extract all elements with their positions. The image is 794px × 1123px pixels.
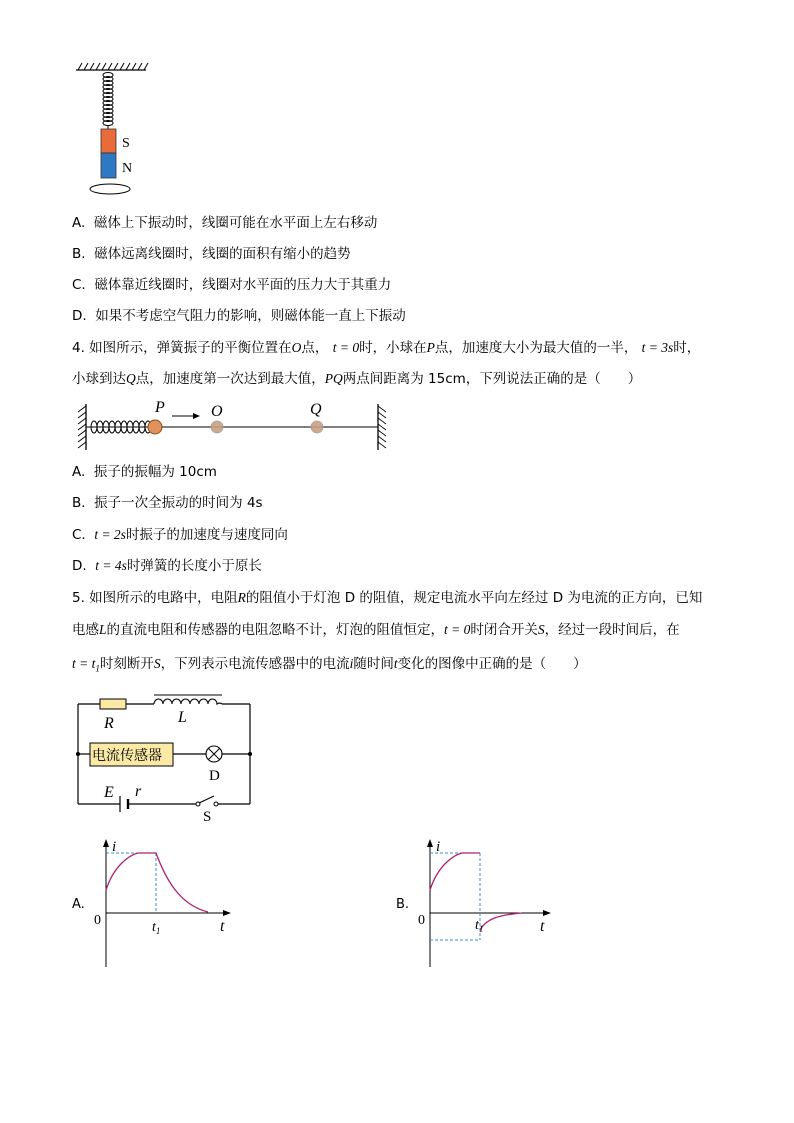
label-p: P bbox=[155, 399, 165, 416]
graph-b-i: i bbox=[436, 839, 441, 855]
q3-option-c[interactable]: C. 磁体靠近线圈时，线圈对水平面的压力大于其重力 bbox=[72, 277, 392, 293]
q4-option-c[interactable]: C. t = 2s时振子的加速度与速度同向 bbox=[72, 527, 288, 543]
label-d: D bbox=[209, 768, 220, 784]
circuit-diagram bbox=[70, 690, 270, 825]
magnet-s-label: S bbox=[122, 136, 130, 151]
label-s: S bbox=[203, 809, 212, 825]
inductor-l bbox=[154, 699, 222, 704]
q4-option-b[interactable]: B. 振子一次全振动的时间为 4s bbox=[72, 495, 263, 511]
ball-o bbox=[211, 421, 223, 433]
q4-option-d[interactable]: D. t = 4s时弹簧的长度小于原长 bbox=[72, 558, 262, 574]
graph-b-t1: $t_1$ bbox=[475, 918, 484, 934]
spring-oscillator-figure bbox=[70, 394, 400, 454]
label-e: E bbox=[104, 784, 114, 801]
graph-a-curve bbox=[106, 853, 208, 912]
q4-stem-line2: 小球到达Q点，加速度第一次达到最大值，PQ两点间距离为 15cm，下列说法正确的是（ ） bbox=[72, 371, 642, 387]
graph-b bbox=[414, 835, 574, 970]
graph-a-i: i bbox=[112, 839, 117, 855]
graph-b-curve-decay bbox=[480, 913, 522, 930]
magnet-n-label: N bbox=[122, 161, 133, 176]
q3-option-a[interactable]: A. 磁体上下振动时，线圈可能在水平面上左右移动 bbox=[72, 215, 378, 231]
q3-option-b[interactable]: B. 磁体远离线圈时，线圈的面积有缩小的趋势 bbox=[72, 246, 351, 262]
q4-stem-line1: 4. 如图所示，弹簧振子的平衡位置在O点， t = 0时，小球在P点，加速度大小为最大值的一半， t = 3s时， bbox=[72, 340, 701, 356]
label-q: Q bbox=[310, 401, 322, 418]
label-r: R bbox=[104, 715, 114, 732]
q5-stem-line3: $t = t_1$时刻断开S，下列表示电流传感器中的电流i随时间t变化的图像中正确的是（ ） bbox=[72, 656, 587, 674]
ball-q bbox=[311, 421, 323, 433]
q3-option-d[interactable]: D. 如果不考虑空气阻力的影响，则磁体能一直上下振动 bbox=[72, 308, 406, 324]
graph-a-origin: 0 bbox=[94, 913, 101, 928]
q5-stem-line2: 电感L的直流电阻和传感器的电阻忽略不计，灯泡的阻值恒定，t = 0时闭合开关S，经过一段时间后，在 bbox=[72, 622, 680, 638]
graph-b-origin: 0 bbox=[418, 913, 425, 928]
graph-b-letter[interactable]: B. bbox=[396, 897, 410, 912]
graph-a-letter[interactable]: A. bbox=[72, 897, 85, 912]
magnet-spring-figure bbox=[60, 60, 170, 200]
label-l: L bbox=[178, 709, 187, 726]
q5-stem-line1: 5. 如图所示的电路中，电阻R的阻值小于灯泡 D 的阻值，规定电流水平向左经过 D 为电流的正方向，已知 bbox=[72, 590, 703, 606]
graph-a bbox=[90, 835, 250, 970]
current-sensor-label: 电流传感器 bbox=[92, 748, 162, 764]
ball-p bbox=[148, 420, 162, 434]
q4-option-a[interactable]: A. 振子的振幅为 10cm bbox=[72, 464, 217, 480]
graph-a-t: t bbox=[220, 918, 225, 935]
graph-b-curve-rise bbox=[430, 853, 480, 890]
label-o: O bbox=[211, 403, 223, 420]
resistor-r bbox=[100, 699, 126, 709]
label-r-internal: r bbox=[135, 783, 142, 800]
graph-b-t: t bbox=[540, 918, 545, 935]
coil bbox=[90, 184, 130, 194]
graph-a-t1: $t_1$ bbox=[152, 920, 161, 936]
